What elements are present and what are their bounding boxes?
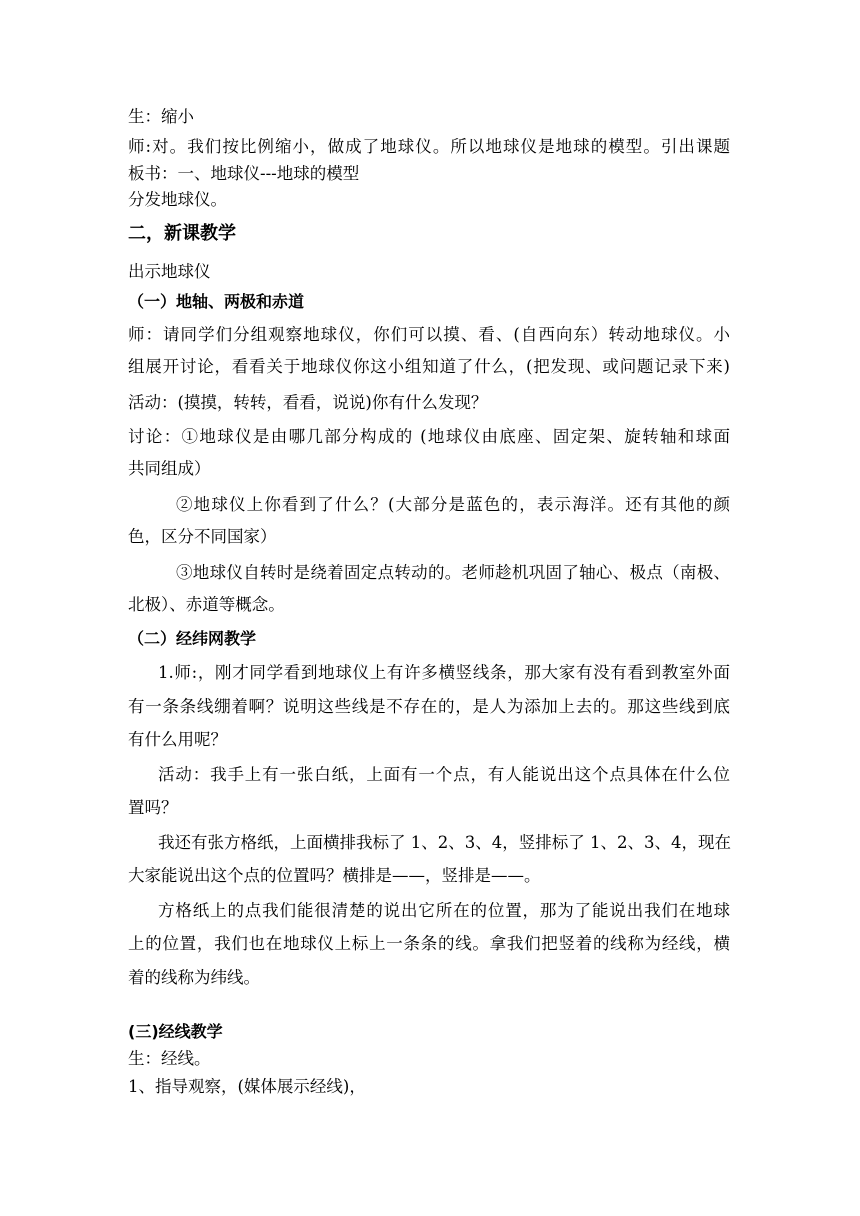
part2-para1-line-3: 有什么用呢？ — [128, 730, 227, 749]
part1-teacher-line-2: 组展开讨论，看看关于地球仪你这小组知道了什么，(把发现、或问题记录下来) — [128, 357, 730, 376]
part2-para3-line-2: 大家能说出这个点的位置吗？横排是——，竖排是——。 — [128, 866, 541, 885]
part2-para1-line-1: 1.师:，刚才同学看到地球仪上有许多横竖线条，那大家有没有看到教室外面 — [158, 663, 730, 682]
section-heading-new-lesson: 二，新课教学 — [128, 223, 236, 244]
part3-item-1: 1、指导观察，(媒体展示经线)， — [128, 1077, 366, 1096]
intro-line-3: 板书：一、地球仪---地球的模型 — [128, 164, 360, 183]
part2-para4-line-2: 上的位置，我们也在地球仪上标上一条条的线。拿我们把竖着的线称为经线，横 — [128, 934, 730, 953]
part2-para1-line-2: 有一条条线绷着啊？说明这些线是不存在的，是人为添加上去的。那这些线到底 — [128, 697, 730, 716]
show-globe-line: 出示地球仪 — [128, 262, 211, 281]
intro-line-4: 分发地球仪。 — [128, 190, 227, 209]
part1-question3-line-1: ③地球仪自转时是绕着固定点转动的。老师趁机巩固了轴心、极点（南极、 — [176, 563, 730, 582]
part1-question2-line-1: ②地球仪上你看到了什么？(大部分是蓝色的，表示海洋。还有其他的颜 — [176, 495, 730, 514]
part2-para4-line-1: 方格纸上的点我们能很清楚的说出它所在的位置，那为了能说出我们在地球 — [158, 901, 730, 920]
part3-student-line: 生：经线。 — [128, 1049, 211, 1068]
intro-line-1: 生：缩小 — [128, 107, 194, 126]
part1-question3-line-2: 北极）、赤道等概念。 — [128, 595, 285, 614]
part1-question2-line-2: 色，区分不同国家） — [128, 527, 277, 546]
part2-para3-line-1: 我还有张方格纸，上面横排我标了 1、2、3、4，竖排标了 1、2、3、4，现在 — [158, 833, 731, 852]
part1-heading: （一）地轴、两极和赤道 — [128, 292, 305, 311]
part2-para2-line-2: 置吗？ — [128, 798, 178, 817]
part3-heading: (三)经线教学 — [128, 1022, 223, 1041]
part1-discuss-line-2: 共同组成） — [128, 459, 211, 478]
part1-teacher-line-1: 师：请同学们分组观察地球仪，你们可以摸、看、(自西向东）转动地球仪。小 — [128, 325, 730, 344]
part2-para2-line-1: 活动：我手上有一张白纸，上面有一个点，有人能说出这个点具体在什么位 — [158, 765, 730, 784]
part1-activity-line: 活动：(摸摸，转转，看看，说说)你有什么发现？ — [128, 393, 488, 412]
part2-heading: （二）经纬网教学 — [128, 629, 257, 648]
part1-discuss-line-1: 讨论：①地球仪是由哪几部分构成的 (地球仪由底座、固定架、旋转轴和球面 — [128, 427, 730, 446]
intro-line-2: 师:对。我们按比例缩小，做成了地球仪。所以地球仪是地球的模型。引出课题 — [128, 137, 730, 156]
part2-para4-line-3: 着的线称为纬线。 — [128, 968, 260, 987]
